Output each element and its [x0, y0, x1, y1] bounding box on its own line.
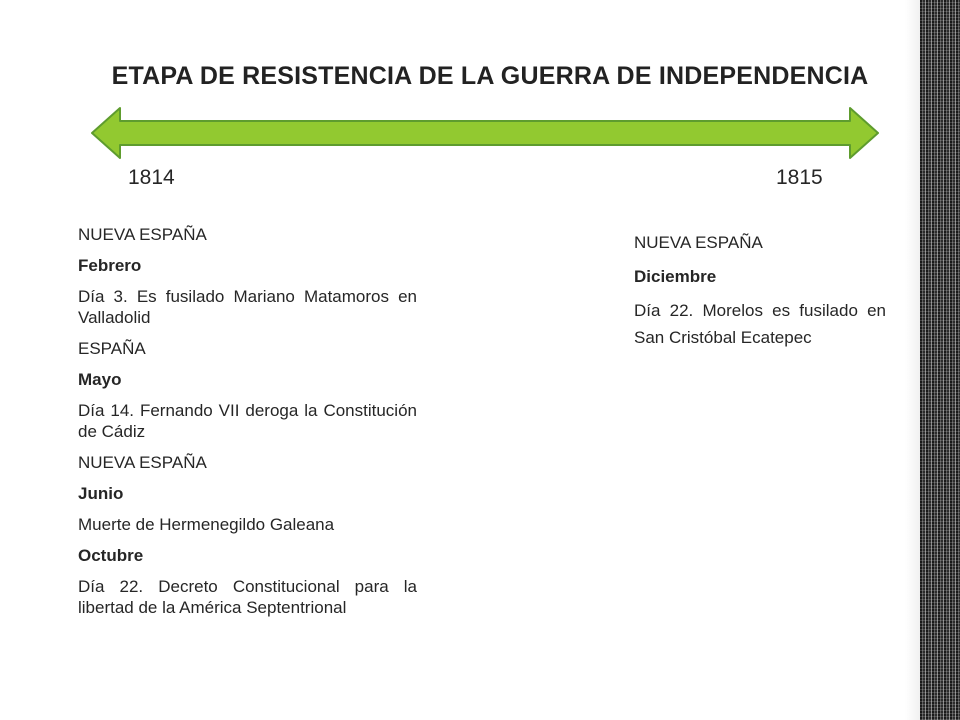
month-label: Junio — [78, 484, 124, 503]
month-label: Diciembre — [634, 267, 717, 286]
year-start-label: 1814 — [128, 166, 175, 189]
region-label: NUEVA ESPAÑA — [78, 225, 207, 244]
event-text: Día 22. Decreto Constitucional para la libertad de la América Septentrional — [78, 577, 417, 617]
month-label: Octubre — [78, 546, 144, 565]
month-label: Mayo — [78, 370, 122, 389]
event-text: Muerte de Hermenegildo Galeana — [78, 515, 335, 534]
event-text: Día 3. Es fusilado Mariano Matamoros en Valladolid — [78, 287, 417, 327]
event-text: Día 14. Fernando VII deroga la Constitución de Cádiz — [78, 401, 417, 441]
region-label: NUEVA ESPAÑA — [634, 233, 763, 252]
timeline-double-arrow — [90, 106, 880, 160]
event-text: Día 22. Morelos es fusilado en San Cristóbal Ecatepec — [634, 301, 886, 347]
region-label: NUEVA ESPAÑA — [78, 453, 207, 472]
slide-title: ETAPA DE RESISTENCIA DE LA GUERRA DE INDEPENDENCIA — [111, 62, 869, 90]
region-label: ESPAÑA — [78, 339, 146, 358]
year-end-label: 1815 — [776, 166, 823, 189]
right-edge-texture — [920, 0, 960, 720]
events-1815-column — [634, 229, 886, 358]
events-1814-column — [78, 224, 417, 628]
month-label: Febrero — [78, 256, 142, 275]
